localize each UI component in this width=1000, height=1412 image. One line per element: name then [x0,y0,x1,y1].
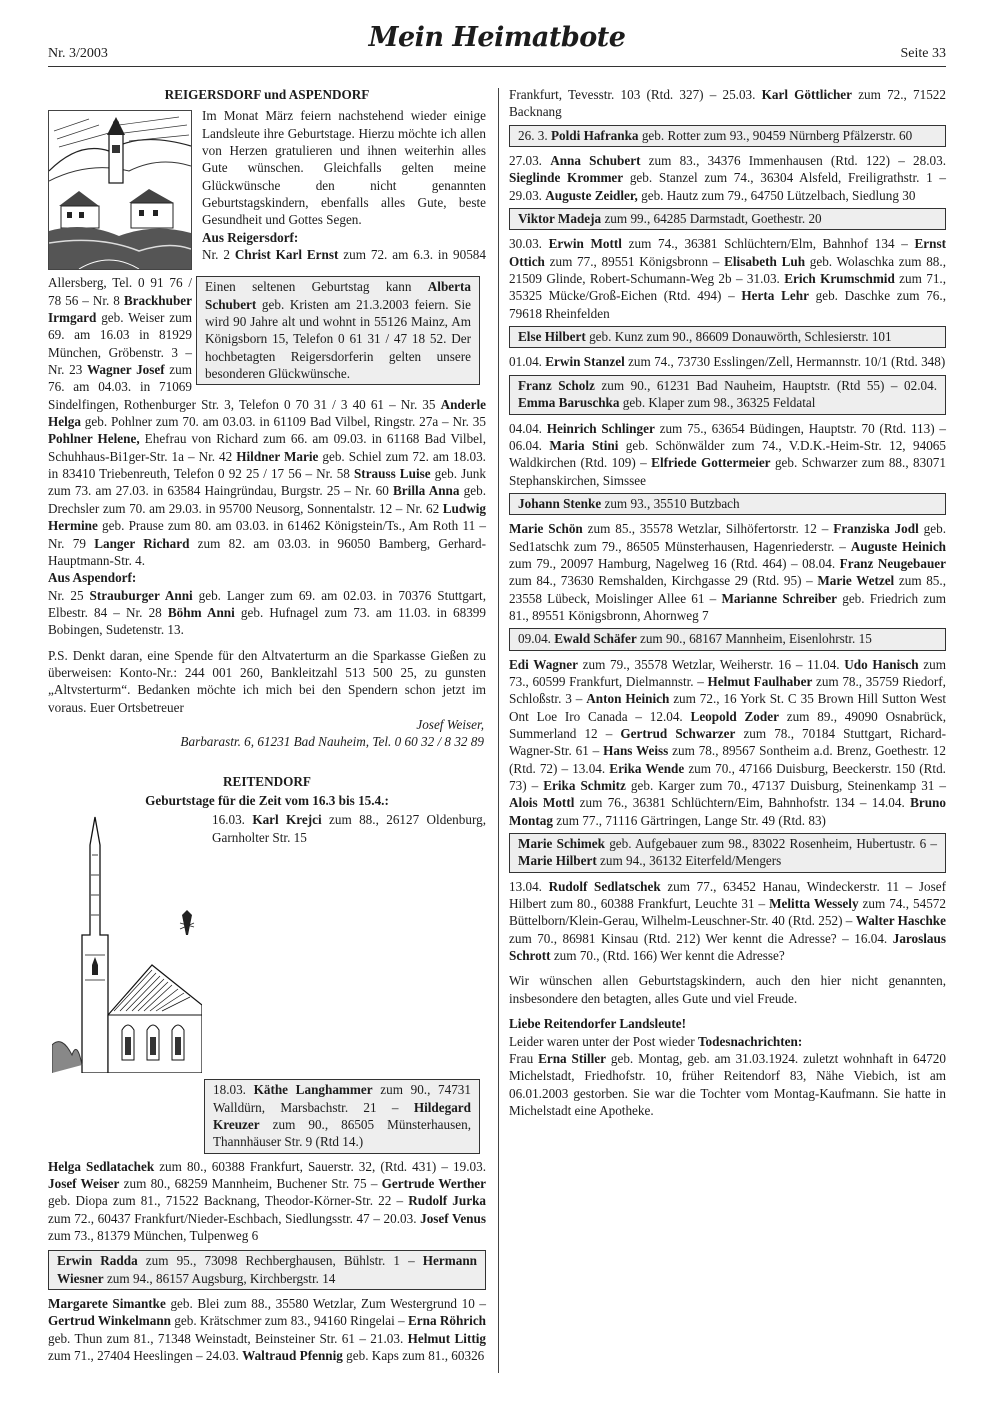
person-name: Helmut Faulhaber [707,673,813,689]
intro-highlight-box [196,276,480,385]
section-title-reitendorf: REITENDORF [223,773,311,789]
right-box-5 [509,493,946,515]
reitendorf-box-2 [48,1250,486,1290]
person-name: Strauburger Anni [89,587,193,603]
death-notice-text: Frau Erna Stiller geb. Montag, geb. am 31.03.1924. zuletzt wohnhaft in 64720 Michelstadt, Friedhofstr. 10, früher Reitendorf 83, Nähe Viebich, ist am 06.01.2003 gestorben. Sie war die Tochter vom Montag-Kaufmann. Sie hatte in Michelstadt eine Apotheke. [509,1050,946,1118]
page-header [48,18,946,66]
person-name: Melitta Wessely [769,896,859,912]
person-name: Christ Karl Ernst [234,247,339,263]
person-name: Marie Schön [509,521,583,537]
gothic-church-sketch-icon [52,815,202,1073]
person-name: Edi Wagner [509,656,578,672]
person-name: Bruno Montag [509,795,946,828]
reitendorf-birthday-2: Helga Sedlatachek zum 80., 60388 Frankfurt, Sauerstr. 32, (Rtd. 431) – 19.03. Josef Weiser zum 80., 68259 Mannheim, Buchener Str. 75 – Gertrude Werther geb. Diopa zum 81., 71522 Backnang, Theodor-Körner-Str. 22 – Rudolf Jurka zum 72., 60437 Frankfurt/Nieder-Eschbach, Siedlungsstr. 47 – 20.03. Josef Venus zum 73., 81379 München, Tulpenweg 6 [48,1158,486,1244]
reigersdorf-birthdays: Nr. 2 Christ Karl Ernst zum 72. am 6.3. in 90584 Allersberg, Tel. 0 91 76 / 78 56 – Nr. 8 Brackhuber Irmgard geb. Weiser zum 69. am 16.03 in 81929 München, Gröbenstr. 3 – Nr. 23 Wagner Josef zum 76. am 04.03. in 71069 Sindelfingen, Rothenburger Str. 3, Telefon 0 70 31 / 3 40 61 – Nr. 35 Anderle Helga geb. Pohlner zum 70. am 03.03. in 61109 Bad Vilbel, Ringstr. 27a – Nr. 35 Pohlner Helene, Ehefrau von Richard zum 66. am 09.03. in 61168 Bad Vilbel, Schuhhaus-Bi1ger-Str. 1a – Nr. 42 Hildner Marie geb. Schiel zum 72. am 18.03. in 83410 Triebenreuth, Telefon 0 92 25 / 17 56 – Nr. 58 Strauss Luise geb. Junk zum 73. am 27.03. in 63584 Haingründau, Burgstr. 25 – Nr. 60 Brilla Anna geb. Drechsler zum 70. am 29.03. in 95700 Neusorg, Sonnentalstr. 12 – Nr. 62 Ludwig Hermine geb. Prause zum 80. am 03.03. in 61462 Königstein/Ts., Am Roth 11 – Nr. 79 Langer Richard zum 82. am 03.03. in 96050 Bamberg, Gerhard-Hauptmann-Str. 4. [48,247,486,568]
right-box-3-text: Else Hilbert geb. Kunz zum 90., 86609 Donauwörth, Schlesierstr. 101 [518,329,892,345]
person-name: Hermann Wiesner [57,1253,477,1286]
person-name: Karl Krejci [252,812,322,828]
person-name: Rudolf Jurka [408,1193,486,1209]
person-name: Ernst Ottich [509,236,946,269]
person-name: Hildner Marie [236,448,319,464]
person-name: Sieglinde Krommer [509,170,624,186]
person-name: Elfriede Gottermeier [651,455,771,471]
person-name: Erwin Mottl [548,236,622,252]
person-name: Erna Röhrich [407,1313,487,1329]
person-name: Margarete Simantke [48,1296,166,1312]
person-name: Rudolf Sedlatschek [548,878,661,894]
person-name: Hans Weiss [603,743,669,759]
right-box-6 [509,628,946,650]
village-church-sketch-icon [48,110,192,270]
reitendorf-subtitle: Geburtstage für die Zeit vom 16.3 bis 15.4.: [145,792,389,808]
issue-number: Nr. 3/2003 [48,46,108,61]
person-name: Walter Haschke [855,913,946,929]
person-name: Marianne Schreiber [721,590,838,606]
person-name: Poldi Hafranka [550,127,639,143]
aspendorf-heading: Aus Aspendorf: [48,570,137,586]
header-rule [48,66,946,67]
right-box-1-text: 26. 3. Poldi Hafranka geb. Rotter zum 93., 90459 Nürnberg Pfälzerstr. 60 [518,127,913,143]
person-name: Gertrude Werther [381,1176,486,1192]
aspendorf-birthdays: Nr. 25 Strauburger Anni geb. Langer zum 69. am 02.03. in 70376 Stuttgart, Elbestr. 84 – Nr. 28 Böhm Anni geb. Hufnagel zum 73. am 11.03. in 68399 Bobingen, Sudetenstr. 13. [48,587,486,638]
person-name: Josef Weiser [48,1176,120,1192]
person-name: Auguste Zeidler, [545,187,638,203]
person-name: Ewald Schäfer [554,631,637,647]
greeting-heading: Liebe Reitendorfer Landsleute! [509,1016,687,1032]
person-name: Pohlner Helene, [48,431,140,447]
section-title-reigersdorf: REIGERSDORF und ASPENDORF [164,87,370,102]
person-name: Jaroslaus Schrott [509,930,946,964]
right-birthday-5: 04.04. Heinrich Schlinger zum 75., 63654 Büdingen, Hauptstr. 70 (Rtd. 113) – 06.04. Maria Stini geb. Schönwälder zum 74., V.D.K.-Heim-Str. 12, 94065 Waldkirchen (Rtd. 109) – Elfriede Gottermeier geb. Schwarzer zum 88., 83071 Stephanskirchen, Simssee [509,420,946,488]
person-name: Hildegard Kreuzer [213,1099,471,1132]
right-birthday-4: 01.04. Erwin Stanzel zum 74., 73730 Esslingen/Zell, Hermannstr. 10/1 (Rtd. 348) [509,354,946,370]
column-divider [498,88,499,1373]
ps-donation-text: P.S. Denkt daran, eine Spende für den Altvaterturm an die Sparkasse Gießen zu überweisen: Konto-Nr.: 244 001 260, Bankleitzahl 513 500 25, zu gunsten „Altvsterturm“. Bedanken möchte ich mich bei den Spendern schon jetzt im voraus. Euer Ortsbetreuer [48,647,486,715]
person-name: Langer Richard [94,535,190,551]
reitendorf-box-1 [204,1079,480,1153]
intro-box-text: Einen seltenen Geburtstag kann Alberta Schubert geb. Kristen am 21.3.2003 feiern. Sie wird 90 Jahre alt und wohnt in 55126 Mainz, Am Königsborn 15, Telefon 0 61 31 / 47 18 52. Der hochbetagten Reigersdorferin gelten unsere besonderen Glückwünsche. [205,279,471,382]
reitendorf-box-2-text: Erwin Radda zum 95., 73098 Rechberghausen, Bühlstr. 1 – Hermann Wiesner zum 94., 86157 Augsburg, Kirchbergstr. 14 [57,1253,477,1286]
person-name: Franziska Jodl [833,521,919,537]
right-box-6-text: 09.04. Ewald Schäfer zum 90., 68167 Mannheim, Eisenlohrstr. 15 [518,631,872,647]
person-name: Käthe Langhammer [253,1082,373,1098]
reitendorf-box-1-text: 18.03. Käthe Langhammer zum 90., 74731 Walldürn, Marsbachstr. 21 – Hildegard Kreuzer zum 90., 86505 Münsterhausen, Thannhäuser Str. 9 (Rtd 14.) [213,1082,471,1150]
person-name: Brilla Anna [393,483,460,499]
right-column [509,86,946,1119]
person-name: Erwin Stanzel [545,354,625,370]
person-name: Alberta Schubert [205,279,471,312]
person-name: Karl Göttlicher [761,87,853,102]
page-number: Seite 33 [900,46,946,61]
person-name: Helga Sedlatachek [48,1158,155,1174]
person-name: Anderle Helga [48,396,486,430]
masthead-title: Mein Heimatbote [368,22,626,53]
person-name: Helmut Littig [407,1330,486,1346]
person-name: Marie Wetzel [817,573,895,589]
person-name: Brackhuber Irmgard [48,292,192,326]
person-name: Josef Venus [420,1210,486,1226]
person-name: Maria Stini [549,437,619,453]
reigersdorf-heading: Aus Reigersdorf: [202,229,299,245]
right-box-2-text: Viktor Madeja zum 99., 64285 Darmstadt, Goethestr. 20 [518,211,822,227]
right-box-5-text: Johann Stenke zum 93., 35510 Butzbach [518,495,740,511]
right-box-7-text: Marie Schimek geb. Aufgebauer zum 98., 83022 Rosenheim, Hubertustr. 6 – Marie Hilbert zum 94., 36132 Eiterfeld/Mengers [518,836,937,869]
person-name: Franz Scholz [518,377,595,393]
person-name: Auguste Heinich [850,538,947,554]
person-name: Erika Wende [609,760,685,776]
person-name: Gertrud Winkelmann [48,1313,171,1329]
right-birthday-1: Frankfurt, Tevesstr. 103 (Rtd. 327) – 25.03. Karl Göttlicher zum 72., 71522 Backnang [509,87,946,120]
person-name: Erwin Radda [57,1253,138,1269]
person-name: Erna Stiller [538,1050,606,1066]
person-name: Strauss Luise [353,466,431,482]
person-name: Herta Lehr [741,288,809,304]
right-birthday-2: 27.03. Anna Schubert zum 83., 34376 Immenhausen (Rtd. 122) – 28.03. Sieglinde Krommer geb. Stanzel zum 74., 36304 Alsfeld, Freiligrathstr. 1 – 29.03. Auguste Zeidler, geb. Hautz zum 79., 64750 Lützelbach, Siedlung 30 [509,153,947,203]
person-name: Ludwig Hermine [48,500,486,534]
person-name: Heinrich Schlinger [546,420,655,436]
person-name: Viktor Madeja [518,211,602,227]
right-birthday-6: Marie Schön zum 85., 35578 Wetzlar, Silhöfertorstr. 12 – Franziska Jodl geb. Sed1atschk zum 79., 86505 Münsterhausen, Hagenriederstr. – Auguste Heinich zum 79., 20097 Hamburg, Nagelweg 16 (Rtd. 464) – 08.04. Franz Neugebauer zum 84., 73630 Remshalden, Kirchgasse 29 (Rtd. 95) – Marie Wetzel zum 85., 23558 Lübeck, Moislinger Allee 61 – Marianne Schreiber geb. Friedrich zum 81., 89551 Königsbronn, Ahornweg 7 [509,521,947,623]
intro-paragraph: Im Monat März feiern nachstehend wieder einige Landsleute ihre Geburtstage. Hierzu möchte ich allen von Herzen gratulieren und ihnen weiterhin alles Gute wünschen. Gleichfalls gelten meine Glückwünsche den nicht genannten Geburtstagskindern, ebenfalls alles Gute, beste Gesundheit und Gottes Segen. [202,108,486,228]
right-birthday-8: 13.04. Rudolf Sedlatschek zum 77., 63452 Hanau, Windeckerstr. 11 – Josef Hilbert zum 80., 60388 Frankfurt, Leuchte 31 – Melitta Wessely zum 74., 54572 Büttelborn/Klein-Gerau, Wilhelm-Leuschner-Str. 40 (Rtd. 252) – Walter Haschke zum 70., 86981 Kinsau (Rtd. 212) Wer kennt die Adresse? – 16.04. Jaroslaus Schrott zum 70., (Rtd. 166) Wer kennt die Adresse? [509,878,946,964]
death-notice-intro: Leider waren unter der Post wieder Todesnachrichten: [509,1033,803,1049]
person-name: Todesnachrichten: [697,1033,803,1049]
person-name: Franz Neugebauer [839,555,946,571]
signature-address: Barbarastr. 6, 61231 Bad Nauheim, Tel. 0 60 32 / 8 32 89 [180,734,484,750]
person-name: Marie Hilbert [518,853,597,869]
person-name: Waltraud Pfennig [242,1348,343,1364]
reitendorf-birthday-3: Margarete Simantke geb. Blei zum 88., 35580 Wetzlar, Zum Westergrund 10 – Gertrud Winkelmann geb. Krätschmer zum 83., 94160 Ringelai – Erna Röhrich geb. Thun zum 81., 71348 Weinstadt, Beinsteiner Str. 61 – 21.03. Helmut Littig zum 71., 27404 Heeslingen – 24.03. Waltraud Pfennig geb. Kaps zum 81., 60326 [48,1296,487,1364]
person-name: Udo Hanisch [844,656,919,672]
right-box-2 [509,208,946,230]
closing-wishes: Wir wünschen allen Geburtstagskindern, auch den hier nicht genannten, insbesondere den betagten, alles Gute und viel Freude. [509,973,946,1006]
right-box-3 [509,326,946,348]
person-name: Marie Schimek [518,836,605,852]
person-name: Leopold Zoder [690,708,779,724]
right-box-1 [509,125,946,147]
person-name: Elisabeth Luh [724,253,806,269]
right-birthday-7: Edi Wagner zum 79., 35578 Wetzlar, Weiherstr. 16 – 11.04. Udo Hanisch zum 73., 60599 Frankfurt, Dielmannstr. – Helmut Faulhaber zum 78., 35759 Riedorf, Schloßstr. 3 – Anton Heinich zum 72., 16 York St. C 35 Brown Hill Sutton West Ont Loe Iro Canada – 12.04. Leopold Zoder zum 89., 49090 Osnabrück, Summerland 12 – Gertrud Schwarzer zum 78., 70184 Stuttgart, Richard-Wagner-Str. 61 – Hans Weiss zum 78., 89567 Sontheim a.d. Brenz, Goethestr. 12 (Rtd. 72) – 13.04. Erika Wende zum 70., 47166 Duisburg, Beeckerstr. 150 (Rtd. 73) – Erika Schmitz geb. Karger zum 70., 47137 Duisburg, Steinenkamp 31 – Alois Mottl zum 76., 36381 Schlüchtern/Eim, Bahnhofstr. 134 – 14.04. Bruno Montag zum 77., 71116 Gärtringen, Lange Str. 49 (Rtd. 83) [509,656,947,828]
person-name: Anton Heinich [586,691,670,707]
right-box-4-text: Franz Scholz zum 90., 61231 Bad Nauheim, Hauptstr. (Rtd 55) – 02.04. Emma Baruschka geb. Klaper zum 98., 36325 Feldatal [518,377,938,411]
left-column [48,86,486,1364]
signature-name: Josef Weiser, [416,716,484,732]
right-box-7 [509,833,946,873]
person-name: Böhm Anni [167,604,235,620]
person-name: Johann Stenke [518,495,602,511]
person-name: Wagner Josef [86,362,165,378]
right-birthday-3: 30.03. Erwin Mottl zum 74., 36381 Schlüchtern/Elm, Bahnhof 134 – Ernst Ottich zum 77., 89551 Königsbronn – Elisabeth Luh geb. Wolaschka zum 88., 21509 Glinde, Robert-Schumann-Weg 2b – 31.03. Erich Krumschmid zum 71., 35325 Mücke/Groß-Eichen (Rtd. 494) – Herta Lehr geb. Daschke zum 76., 79618 Rheinfelden [509,236,947,321]
person-name: Alois Mottl [509,795,575,811]
person-name: Emma Baruschka [518,395,620,411]
person-name: Anna Schubert [550,153,641,169]
person-name: Erich Krumschmid [784,271,895,287]
right-box-4 [509,375,946,415]
person-name: Erika Schmitz [543,778,626,794]
reitendorf-birthday-1: 16.03. Karl Krejci zum 88., 26127 Oldenburg, Garnholter Str. 15 [212,812,486,845]
person-name: Else Hilbert [518,329,586,345]
person-name: Gertrud Schwarzer [620,726,736,741]
